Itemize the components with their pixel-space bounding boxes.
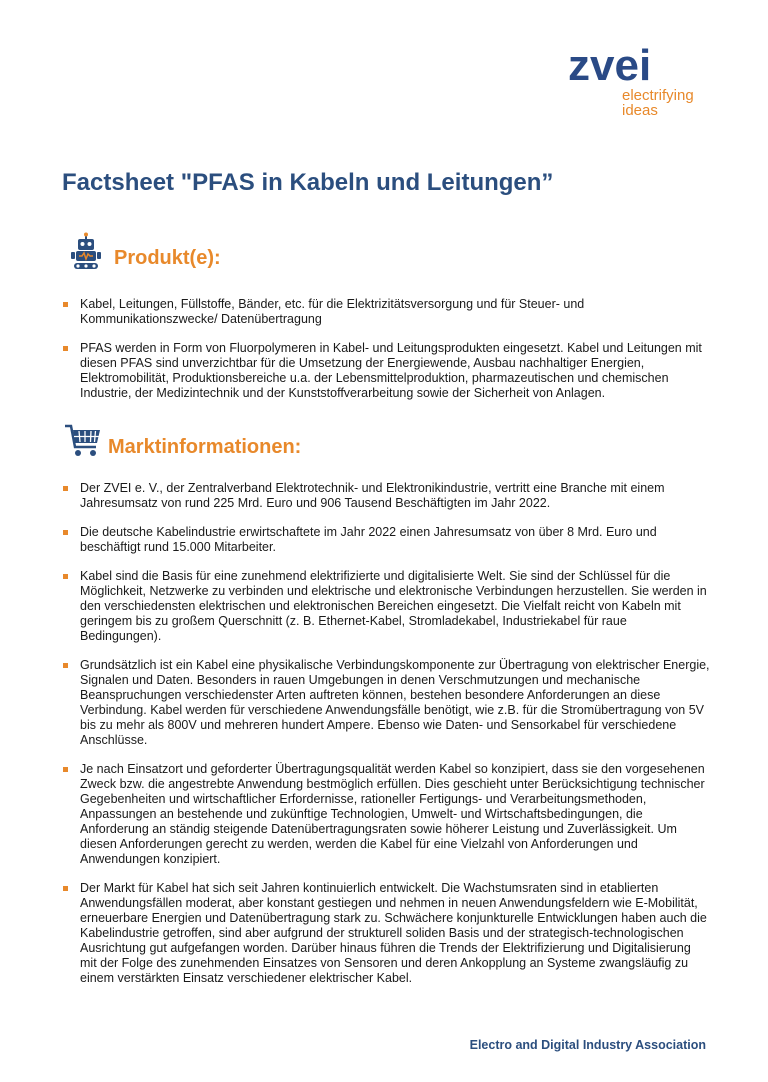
list-item: Kabel sind die Basis für eine zunehmend elektrifizierte und digitalisierte Welt. Sie sind der Schlüssel für die Möglichkeit, Netzwerke zu verbinden und elektrische und elektronische Verbindungen herzustellen. Sie werden in den verschiedensten elektrischen und elektronischen Bereichen eingesetzt. Die Vielfalt reicht von Kabeln mit geringem bis zu großem Querschnitt (z. B. Ethernet-Kabel, Stromladekabel, Industriekabel für raue Bedingungen). (62, 569, 710, 644)
produkte-bullet-list (62, 297, 710, 415)
list-item: Je nach Einsatzort und geforderter Übertragungsqualität werden Kabel so konzipiert, dass sie den vorgesehenen Zweck bzw. die angestrebte Anwendung bestmöglich erfüllen. Dies geschieht unter Berücksichtigung technischer Gegebenheiten und wirtschaftlicher Erfordernisse, rationeller Fertigungs- und Verarbeitungsmethoden, Anpassungen an bestehende und zukünftige Technologien, Umwelt- und Wirtschaftsbedingungen, die Anforderung an ständig steigende Datenübertragungsraten sowie höherer Leistung und Zuverlässigkeit. Um diesen Anforderungen gerecht zu werden, werden die Kabel für eine Vielzahl von Anforderungen und Anwendungen konzipiert. (62, 762, 710, 867)
section-heading-produkte (70, 232, 221, 270)
section-heading-text: Produkt(e): (114, 247, 221, 269)
list-item: Der ZVEI e. V., der Zentralverband Elektrotechnik- und Elektronikindustrie, vertritt eine Branche mit einem Jahresumsatz von rund 225 Mrd. Euro und 906 Tausend Beschäftigten im Jahr 2022. (62, 481, 710, 511)
list-item: Kabel, Leitungen, Füllstoffe, Bänder, etc. für die Elektrizitätsversorgung und für Steuer- und Kommunikationszwecke/ Datenübertragung (62, 297, 710, 327)
section-heading-text: Marktinformationen: (108, 436, 302, 458)
list-item: PFAS werden in Form von Fluorpolymeren in Kabel- und Leitungsprodukten eingesetzt. Kabel und Leitungen mit diesen PFAS sind unverzichtbar für die Umsetzung der Energiewende, Ausbau nachhaltiger Energien, Elektromobilität, Produktionsbereiche u.a. der Lebensmittelproduktion, pharmazeutischen und chemischen Industrie, der Medizintechnik und der Kunststoffverarbeitung sowie der Sicherheit von Anlagen. (62, 341, 710, 401)
shopping-cart-icon (64, 421, 102, 459)
marktinformationen-bullet-list (62, 481, 710, 1000)
footer-association-name: Electro and Digital Industry Association (469, 1038, 706, 1052)
section-heading-marktinformationen (64, 421, 301, 459)
list-item: Grundsätzlich ist ein Kabel eine physikalische Verbindungskomponente zur Übertragung von elektrischer Energie, Signalen und Daten. Besonders in rauen Umgebungen in denen Verschmutzungen und mechanische Beanspruchungen verschiedenster Arten auftreten können, bestehen besondere Anforderungen an diese Verbindung. Kabel werden für verschiedene Anwendungsfälle benötigt, wie z.B. für die Stromübertragung von 5V bis zu mehr als 800V und mehreren hundert Ampere. Ebenso wie Daten- und Sensorkabel für verschiedene Anschlüsse. (62, 658, 710, 748)
logo-wordmark: zvei (568, 41, 652, 90)
logo-tagline-line-2: ideas (622, 102, 658, 119)
robot-icon (70, 232, 108, 270)
zvei-logo (568, 41, 728, 119)
list-item: Der Markt für Kabel hat sich seit Jahren kontinuierlich entwickelt. Die Wachstumsraten sind in etablierten Anwendungsfällen moderat, aber konstant gestiegen und nehmen in neuen Anwendungsfeldern wie E-Mobilität, erneuerbare Energien und Datenübertragung stark zu. Schwächere konjunkturelle Entwicklungen haben auch die Kabelindustrie getroffen, sind aber aufgrund der strukturell soliden Basis und der strategisch-technologischen Ausrichtung gut aufgefangen worden. Darüber hinaus führen die Trends der Elektrifizierung und Digitalisierung mit der Folge des zunehmenden Einsatzes von Sensoren und deren Ankopplung an Systeme zwangsläufig zu einem verstärkten Einsatz verschiedener elektrischer Kabel. (62, 881, 710, 986)
page-title: Factsheet "PFAS in Kabeln und Leitungen” (62, 169, 554, 196)
logo-tagline-line-1: electrifying (622, 87, 694, 104)
list-item: Die deutsche Kabelindustrie erwirtschaftete im Jahr 2022 einen Jahresumsatz von über 8 Mrd. Euro und beschäftigt rund 15.000 Mitarbeiter. (62, 525, 710, 555)
